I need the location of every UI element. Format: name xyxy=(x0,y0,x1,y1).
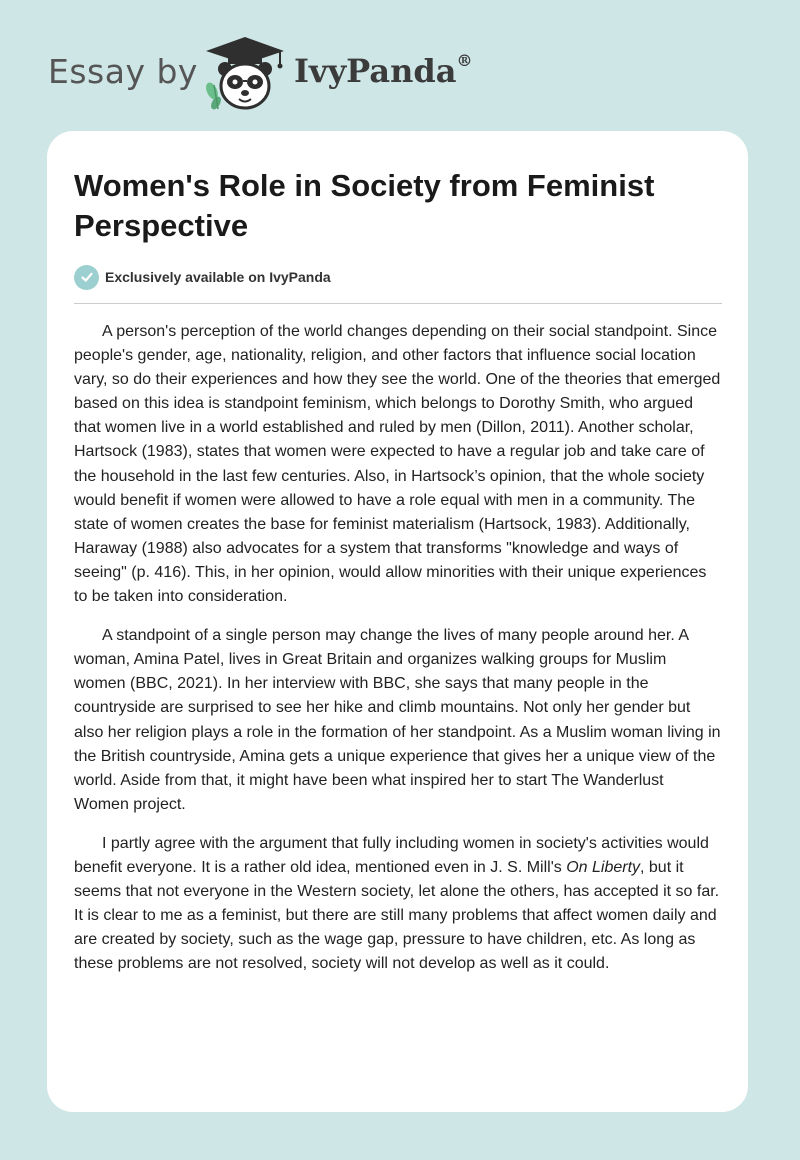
brand-name[interactable] xyxy=(294,52,472,90)
paragraph-text: I partly agree with the argument that fully including women in society's activities would benefit everyone. It is a rather old idea, mentioned even in J. S. Mill's xyxy=(74,834,709,876)
panda-graduate-icon[interactable] xyxy=(200,33,290,113)
paragraph xyxy=(74,832,722,977)
brand-text: IvyPanda xyxy=(294,52,457,90)
essay-by-label: Essay by xyxy=(48,52,198,91)
site-header xyxy=(0,0,800,130)
check-mark-svg xyxy=(80,270,94,284)
paragraph: A person's perception of the world changes depending on their social standpoint. Since people's gender, age, nationality, religion, and other factors that influence social location vary, so do their experiences and how they see the world. One of the theories that emerged based on this idea is standpoint feminism, which belongs to Dorothy Smith, who argued that women live in a world established and ruled by men (Dillon, 2011). Another scholar, Hartsock (1983), states that women were expected to have a regular job and take care of the household in the last few centuries. Also, in Hartsock’s opinion, that the whole society would benefit if women were allowed to have a role equal with men in a community. The state of women creates the base for feminist materialism (Hartsock, 1983). Additionally, Haraway (1988) also advocates for a system that transforms "knowledge and ways of seeing" (p. 416). This, in her opinion, would allow minorities with their unique experiences to be taken into consideration. xyxy=(74,323,721,606)
check-circle-icon xyxy=(74,265,99,290)
page-title: Women's Role in Society from Feminist Perspective xyxy=(74,168,655,243)
essay-card xyxy=(47,131,748,1112)
book-title: On Liberty xyxy=(566,858,641,876)
divider xyxy=(74,303,722,304)
paragraph-text: , but it seems that not everyone in the Western society, let alone the others, has accepted it so far. It is clear to me as a feminist, but there are still many problems that affect women daily and are created by society, such as the wage gap, pressure to have children, etc. As long as these problems are not resolved, society will not develop as well as it could. xyxy=(74,858,720,973)
registered-mark: ® xyxy=(456,51,473,71)
badge-text: Exclusively available on IvyPanda xyxy=(105,269,331,285)
exclusive-badge xyxy=(74,264,331,290)
essay-body xyxy=(74,320,722,976)
panda-logo-svg xyxy=(200,33,290,113)
paragraph: A standpoint of a single person may change the lives of many people around her. A woman, Amina Patel, lives in Great Britain and organizes walking groups for Muslim women (BBC, 2021). In her interview with BBC, she says that many people in the countryside are surprised to see her hike and climb mountains. Not only her gender but also her religion plays a role in the formation of her standpoint. As a Muslim woman living in the British countryside, Amina gets a unique experience that gives her a unique view of the world. Aside from that, it might have been what inspired her to start The Wanderlust Women project. xyxy=(74,627,721,813)
